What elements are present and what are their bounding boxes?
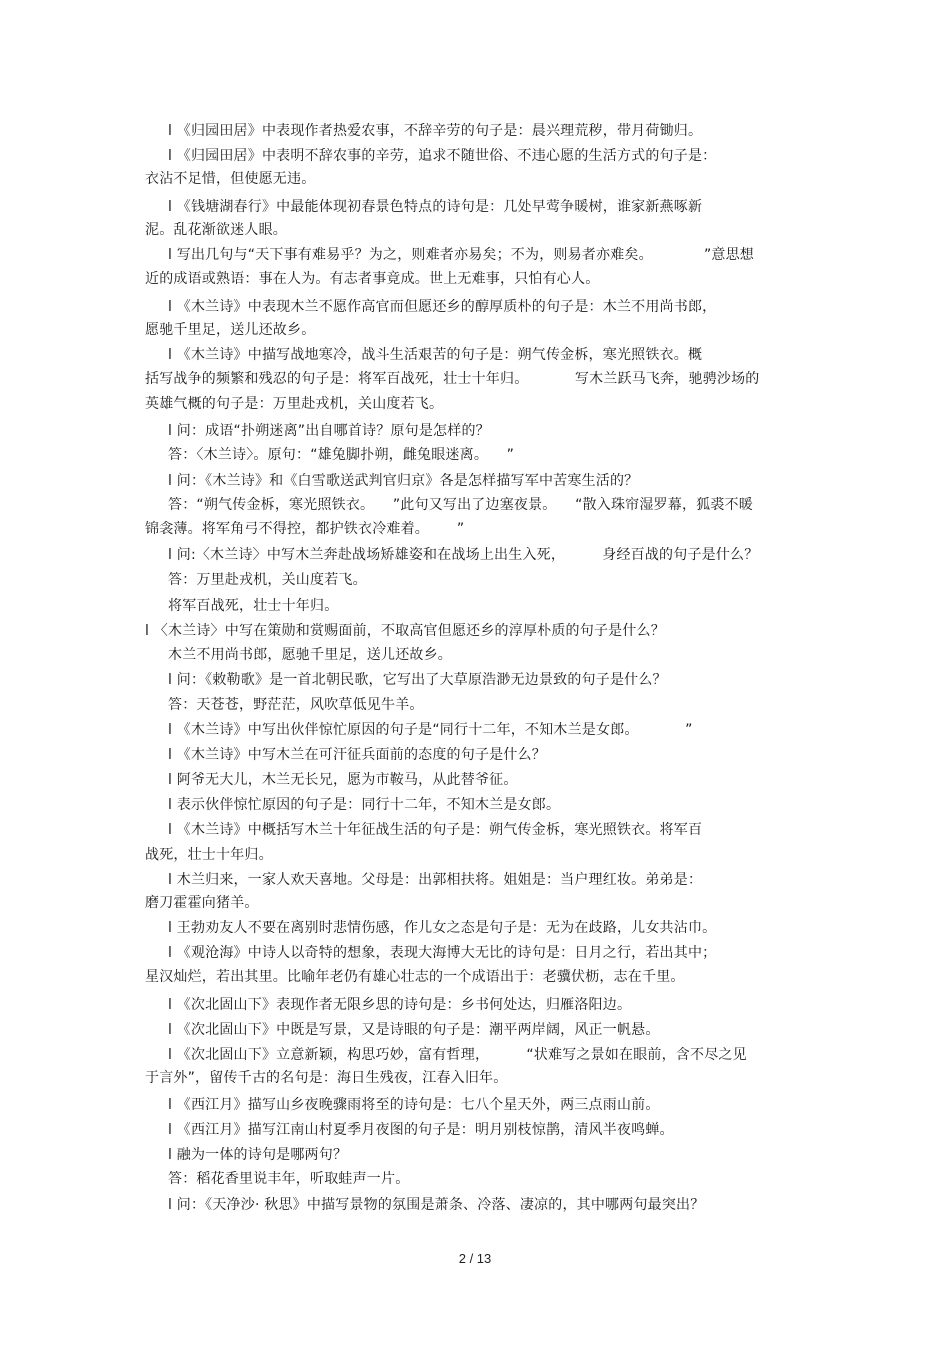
text-line: l 融为一体的诗句是哪两句？ bbox=[168, 1147, 348, 1163]
text-line: l 问：《敕勒歌》是一首北朝民歌，它写出了大草原浩渺无边景致的句子是什么？ bbox=[168, 672, 667, 688]
text-line: l 问：《天净沙· 秋思》中描写景物的氛围是萧条、冷落、凄凉的，其中哪两句最突出？ bbox=[168, 1197, 705, 1213]
text-line: l 问：《木兰诗》和《白雪歌送武判官归京》各是怎样描写军中苦寒生活的？ bbox=[168, 473, 639, 489]
text-line: l 《观沧海》中诗人以奇特的想象，表现大海博大无比的诗句是：日月之行，若出其中； bbox=[168, 945, 717, 961]
text-line: 将军百战死，壮士十年归。 bbox=[168, 598, 339, 614]
text-line: l 木兰归来，一家人欢天喜地。父母是：出郭相扶将。姐姐是：当户理红妆。弟弟是： bbox=[168, 872, 703, 888]
text-line: 答：万里赴戎机，关山度若飞。 bbox=[168, 572, 367, 588]
text-line: l 问:〈木兰诗〉中写木兰奔赴战场矫雄姿和在战场上出生入死， 身经百战的句子是什么？ bbox=[168, 547, 759, 563]
text-line: l 阿爷无大儿，木兰无长兄，愿为市鞍马，从此替爷征。 bbox=[168, 772, 518, 788]
text-line: 战死，壮士十年归。 bbox=[145, 847, 273, 863]
text-line: 愿驰千里足，送儿还故乡。 bbox=[145, 322, 316, 338]
text-line: l 表示伙伴惊忙原因的句子是：同行十二年，不知木兰是女郎。 bbox=[168, 797, 561, 813]
text-line: l 王勃劝友人不要在离别时悲情伤感，作儿女之态是句子是：无为在歧路，儿女共沾巾。 bbox=[168, 920, 717, 936]
text-line: 括写战争的频繁和残忍的句子是：将军百战死，壮士十年归。 写木兰跃马飞奔，驰骋沙场的 bbox=[145, 371, 760, 387]
text-line: 答：稻花香里说丰年，听取蛙声一片。 bbox=[168, 1171, 410, 1187]
text-line: 锦衾薄。将军角弓不得控，都护铁衣冷难着。 ” bbox=[145, 521, 465, 537]
text-line: 答：天苍苍，野茫茫，风吹草低见牛羊。 bbox=[168, 697, 424, 713]
text-line: l 问：成语“扑朔迷离”出自哪首诗？原句是怎样的？ bbox=[168, 423, 490, 439]
text-line: 木兰不用尚书郎，愿驰千里足，送儿还故乡。 bbox=[168, 647, 452, 663]
text-line: l 《木兰诗》中描写战地寒冷，战斗生活艰苦的句子是：朔气传金柝，寒光照铁衣。概 bbox=[168, 347, 703, 363]
text-line: 磨刀霍霍向猪羊。 bbox=[145, 895, 259, 911]
text-line: 答：〈木兰诗〉。原句：“雄兔脚扑朔，雌兔眼迷离。 ” bbox=[168, 447, 515, 463]
text-line: l 《归园田居》中表明不辞农事的辛劳，追求不随世俗、不违心愿的生活方式的句子是： bbox=[168, 148, 717, 164]
text-line: l 《次北固山下》立意新颖，构思巧妙，富有哲理， “状难写之景如在眼前，含不尽之见 bbox=[168, 1047, 747, 1063]
text-line: 泥。乱花渐欲迷人眼。 bbox=[145, 222, 287, 238]
text-line: l 《木兰诗》中写出伙伴惊忙原因的句子是“同行十二年，不知木兰是女郎。 ” bbox=[168, 722, 693, 738]
text-line: l 《归园田居》中表现作者热爱农事，不辞辛劳的句子是：晨兴理荒秽，带月荷锄归。 bbox=[168, 123, 703, 139]
text-line: l 《钱塘湖春行》中最能体现初春景色特点的诗句是：几处早莺争暖树，谁家新燕啄新 bbox=[168, 199, 703, 215]
text-line: l 写出几句与“天下事有难易乎？为之，则难者亦易矣；不为，则易者亦难矣。 ”意思想 bbox=[168, 247, 754, 263]
page-number: 2 / 13 bbox=[458, 1251, 492, 1266]
text-line: 衣沾不足惜，但使愿无违。 bbox=[145, 171, 316, 187]
text-line: l 《次北固山下》中既是写景，又是诗眼的句子是：潮平两岸阔，风正一帆悬。 bbox=[168, 1022, 660, 1038]
text-line: l 《西江月》描写江南山村夏季月夜图的句子是：明月别枝惊鹊，清风半夜鸣蝉。 bbox=[168, 1122, 674, 1138]
text-line: 近的成语或熟语：事在人为。有志者事竟成。世上无难事，只怕有心人。 bbox=[145, 271, 600, 287]
text-line: 星汉灿烂，若出其里。比喻年老仍有雄心壮志的一个成语出于：老骥伏枥，志在千里。 bbox=[145, 969, 685, 985]
text-line: 英雄气概的句子是：万里赴戎机，关山度若飞。 bbox=[145, 396, 444, 412]
text-line: 答：“朔气传金柝，寒光照铁衣。 ”此句又写出了边塞夜景。 “散入珠帘湿罗幕，狐裘不暖 bbox=[168, 497, 753, 513]
text-line: l 《木兰诗》中概括写木兰十年征战生活的句子是：朔气传金柝，寒光照铁衣。将军百 bbox=[168, 822, 703, 838]
text-line: l 《西江月》描写山乡夜晚骤雨将至的诗句是：七八个星天外，两三点雨山前。 bbox=[168, 1097, 660, 1113]
text-line: l 〈木兰诗〉中写在策勋和赏赐面前，不取高官但愿还乡的淳厚朴质的句子是什么？ bbox=[145, 623, 665, 639]
text-line: l 《木兰诗》中写木兰在可汗征兵面前的态度的句子是什么？ bbox=[168, 747, 546, 763]
text-line: 于言外”，留传千古的名句是：海日生残夜，江春入旧年。 bbox=[145, 1070, 508, 1086]
text-line: l 《次北固山下》表现作者无限乡思的诗句是：乡书何处达，归雁洛阳边。 bbox=[168, 997, 632, 1013]
text-line: l 《木兰诗》中表现木兰不愿作高官而但愿还乡的醇厚质朴的句子是：木兰不用尚书郎， bbox=[168, 299, 717, 315]
